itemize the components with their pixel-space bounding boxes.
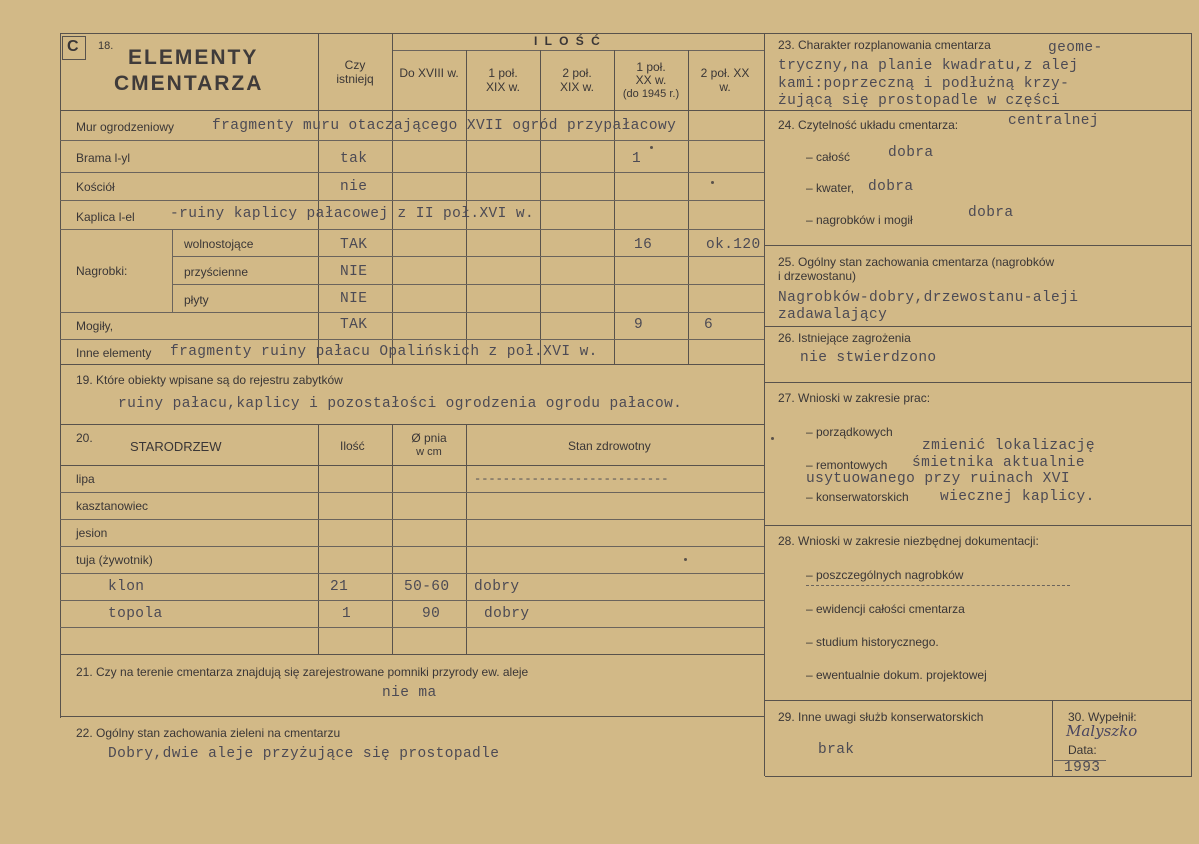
row-mur-value: fragmenty muru otaczającego XVII ogród przypałacowy xyxy=(212,118,677,134)
section-23-value-4: żującą się prostopadle w części xyxy=(778,93,1061,109)
col-exists-header: Czy istniejq xyxy=(336,58,374,86)
section-29-value: brak xyxy=(818,742,855,758)
row-brama-1pol-xx: 1 xyxy=(632,151,642,167)
signature: Malyszko xyxy=(1066,722,1138,740)
row-mogily-1pol-xx: 9 xyxy=(634,317,644,333)
section-26-value: nie stwierdzono xyxy=(800,350,937,366)
section-28-item-1: – poszczególnych nagrobków xyxy=(806,568,964,582)
section-27-porzadkowych: – porządkowych xyxy=(806,425,893,439)
section-28-item-4: – ewentualnie dokum. projektowej xyxy=(806,668,987,682)
row-mogily-2pol-xx: 6 xyxy=(704,317,714,333)
row-kaplica-label: Kaplica l-el xyxy=(76,210,135,224)
col-do-xviii-header: Do XVIII w. xyxy=(399,66,459,80)
speck xyxy=(711,181,714,184)
row-mogily-exists: TAK xyxy=(340,317,368,333)
col-1pol-xix-header: 1 poł. XIX w. xyxy=(485,66,520,94)
row-wolnostojace-label: wolnostojące xyxy=(184,237,254,251)
section-23-value-3: kami:poprzeczną i podłużną krzy- xyxy=(778,76,1070,92)
row-wolnostojace-exists: TAK xyxy=(340,237,368,253)
section-28-label: 28. Wnioski w zakresie niezbędnej dokumentacji: xyxy=(778,534,1039,548)
section-21-label: 21. Czy na terenie cmentarza znajdują się zarejestrowane pomniki przyrody ew. aleje xyxy=(76,665,529,679)
tree-diam: 90 xyxy=(422,606,441,622)
speck xyxy=(684,558,687,561)
row-kosciol-exists: nie xyxy=(340,179,368,195)
section-24-nagrobkow-value: dobra xyxy=(968,205,1014,221)
row-kosciol-label: Kościół xyxy=(76,180,115,194)
section-29-label: 29. Inne uwagi służb konserwatorskich xyxy=(778,710,984,724)
row-mogily-label: Mogiły, xyxy=(76,319,114,333)
col-count-header: Ilość xyxy=(340,439,365,453)
row-brama-exists: tak xyxy=(340,151,368,167)
section-27-value-1: zmienić lokalizację xyxy=(922,438,1095,454)
speck xyxy=(771,437,774,440)
col-ilosc-header: I L O Ś Ć xyxy=(534,34,602,48)
col-health-header: Stan zdrowotny xyxy=(568,439,651,453)
tree-name: kasztanowiec xyxy=(76,499,149,513)
section-27-value-2: śmietnika aktualnie xyxy=(912,455,1085,471)
tree-name: tuja (żywotnik) xyxy=(76,553,153,567)
speck xyxy=(650,146,653,149)
section-19-value: ruiny pałacu,kaplicy i pozostałości ogrodzenia ogrodu pałacow. xyxy=(118,396,683,412)
row-inne-value: fragmenty ruiny pałacu Opalińskich z poł.XVI w. xyxy=(170,344,598,360)
tree-name: topola xyxy=(108,606,163,622)
section-30-date-value: 1993 xyxy=(1064,760,1101,776)
section-27-remontowych: – remontowych xyxy=(806,458,888,472)
section-25-label-1: 25. Ogólny stan zachowania cmentarza (nagrobków xyxy=(778,255,1055,269)
tree-count: 21 xyxy=(330,579,349,595)
section-24-calosc-value: dobra xyxy=(888,145,934,161)
section-24-calosc-label: – całość xyxy=(806,150,851,164)
section-24-kwater-label: – kwater, xyxy=(806,181,855,195)
section-23-value-2: tryczny,na planie kwadratu,z alej xyxy=(778,58,1079,74)
section-20-title: STARODRZEW xyxy=(130,439,222,454)
section-marker: C xyxy=(67,38,79,55)
tree-name: klon xyxy=(108,579,145,595)
elements-title-line1: ELEMENTY xyxy=(128,46,259,69)
section-21-value: nie ma xyxy=(382,685,437,701)
row-inne-label: Inne elementy xyxy=(76,346,152,360)
tree-name: jesion xyxy=(76,526,108,540)
section-27-konserwatorskich: – konserwatorskich xyxy=(806,490,909,504)
row-mur-label: Mur ogrodzeniowy xyxy=(76,120,175,134)
row-brama-label: Brama l-yl xyxy=(76,151,131,165)
row-plyty-exists: NIE xyxy=(340,291,368,307)
section-23-label: 23. Charakter rozplanowania cmentarza xyxy=(778,38,991,52)
col-diam-header-b: w cm xyxy=(416,446,442,458)
section-24-label-value: centralnej xyxy=(1008,113,1100,129)
section-19-label: 19. Które obiekty wpisane są do rejestru zabytków xyxy=(76,373,343,387)
section-24-nagrobkow-label: – nagrobków i mogił xyxy=(806,213,913,227)
section-25-value-2: zadawalający xyxy=(778,307,888,323)
row-wolnostojace-1pol-xx: 16 xyxy=(634,237,653,253)
section-26-label: 26. Istniejące zagrożenia xyxy=(778,331,911,345)
section-28-dash-line xyxy=(806,585,1070,586)
row-przyscienne-exists: NIE xyxy=(340,264,368,280)
section-27-value-4: wiecznej kaplicy. xyxy=(940,489,1095,505)
col-diam-header-a: Ø pnia xyxy=(411,431,447,445)
section-25-value-1: Nagrobków-dobry,drzewostanu-aleji xyxy=(778,290,1079,306)
section-23-value-1: geome- xyxy=(1048,40,1103,56)
row-kaplica-value: -ruiny kaplicy pałacowej z II poł.XVI w. xyxy=(170,206,535,222)
tree-health: dobry xyxy=(474,579,520,595)
row-plyty-label: płyty xyxy=(184,293,209,307)
tree-diam: 50-60 xyxy=(404,579,450,595)
date-underline xyxy=(1054,760,1106,761)
section-22-label: 22. Ogólny stan zachowania zieleni na cmentarzu xyxy=(76,726,341,740)
tree-health: --------------------------- xyxy=(474,472,669,486)
row-przyscienne-label: przyścienne xyxy=(184,265,249,279)
section-27-label: 27. Wnioski w zakresie prac: xyxy=(778,391,931,405)
col-1pol-xx-header-b: XX w. xyxy=(635,73,667,87)
col-1pol-xx-header-c: (do 1945 r.) xyxy=(622,88,680,100)
section-24-kwater-value: dobra xyxy=(868,179,914,195)
row-wolnostojace-2pol-xx: ok.120 xyxy=(706,237,761,253)
tree-health: dobry xyxy=(484,606,530,622)
col-2pol-xx-header: 2 poł. XX w. xyxy=(700,66,750,94)
section-30-label: 30. Wypełnił: xyxy=(1068,710,1137,724)
section-28-item-3: – studium historycznego. xyxy=(806,635,939,649)
row-nagrobki-label: Nagrobki: xyxy=(76,264,128,278)
section-30-date-label: Data: xyxy=(1068,743,1097,757)
section-22-value: Dobry,dwie aleje przyżujące się prostopadle xyxy=(108,746,500,762)
elements-title-line2: CMENTARZA xyxy=(114,72,264,95)
section-number-18: 18. xyxy=(98,40,114,52)
section-25-label-2: i drzewostanu) xyxy=(778,269,857,283)
section-20-number: 20. xyxy=(76,431,93,445)
tree-name: lipa xyxy=(76,472,95,486)
section-28-item-2: – ewidencji całości cmentarza xyxy=(806,602,965,616)
section-24-label: 24. Czytelność układu cmentarza: xyxy=(778,118,959,132)
tree-count: 1 xyxy=(342,606,352,622)
section-27-value-3: usytuowanego przy ruinach XVI xyxy=(806,471,1070,487)
col-1pol-xx-header-a: 1 poł. xyxy=(636,60,666,74)
col-2pol-xix-header: 2 poł. XIX w. xyxy=(559,66,594,94)
